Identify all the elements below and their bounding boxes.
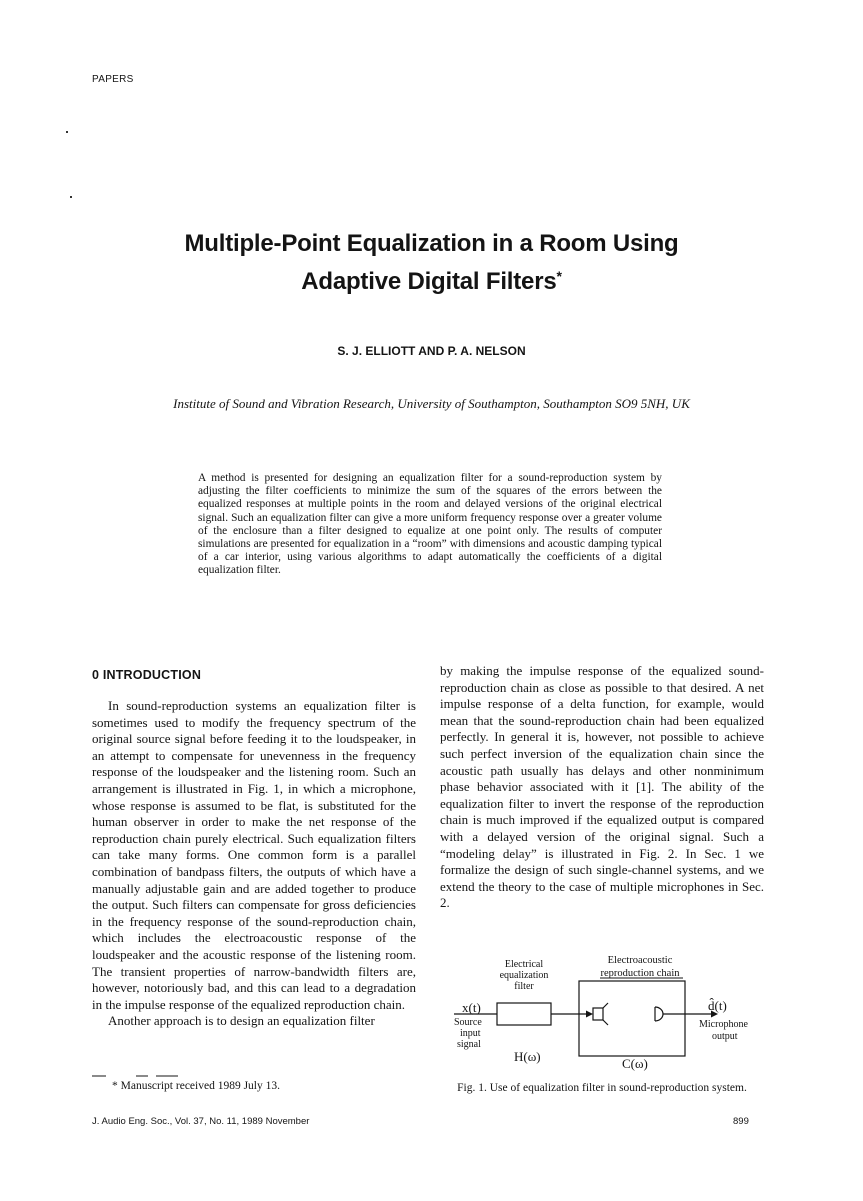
intro-paragraph-1: In sound-reproduction systems an equalization filter is sometimes used to modify the frequency spectrum of the original source signal before feeding it to the loudspeaker, in an attempt to compensate for unevenness in the frequency response of the loudspeaker and the listening room. Such an arrangement is illustrated in Fig. 1, in which a microphone, whose response is assumed to be flat, is substituted for the human observer in order to make the net response of the reproduction chain purely electrical. Such equalization filters can take many forms. One common form is a parallel combination of bandpass filters, the outputs of which have a manually adjustable gain and are added together to produce the output. Such filters can compensate for gross deficiencies in the frequency response of the sound-reproduction chain, which includes the electroacoustic response of the loudspeaker and the acoustic response of the listening room. The transient properties of narrow-bandwidth filters are, however, notoriously bad, and this can lead to a degradation in the impulse response of the equalized reproduction chain. <box>92 698 416 1012</box>
title-line-1: Multiple-Point Equalization in a Room Using <box>184 230 679 257</box>
fig1-microphone-icon <box>655 1007 663 1021</box>
scan-speck <box>66 131 68 133</box>
fig1-h-label: H(ω) <box>514 1049 541 1064</box>
running-head: PAPERS <box>92 74 134 85</box>
scan-speck <box>70 196 72 198</box>
footer-page-number: 899 <box>733 1116 749 1127</box>
fig1-loudspeaker-icon <box>593 1003 608 1025</box>
title-line-2 <box>60 260 803 298</box>
intro-paragraph-2: Another approach is to design an equalization filter <box>108 1013 375 1029</box>
title-footnote-marker: * <box>556 268 562 284</box>
fig1-output-label-line2: output <box>712 1031 738 1042</box>
fig1-output-label-line1: Microphone <box>699 1019 748 1030</box>
fig1-filter-box <box>497 1003 551 1025</box>
fig1-chain-label-line2: reproduction chain <box>600 968 680 979</box>
fig1-c-label: C(ω) <box>622 1056 648 1071</box>
fig1-filter-label-line1: Electrical <box>504 959 544 970</box>
fig1-input-label-line1: Source <box>454 1017 482 1028</box>
fig1-input-label-line2: input <box>460 1028 481 1039</box>
intro-paragraph-continued: by making the impulse response of the equalized sound-reproduction chain as close as possible to that desired. A net impulse response of a delta function, for example, would mean that the sound-reproduction chain had been equalized perfectly. In general it is, however, not possible to achieve such perfect inversion of the equalization chain since the acoustic path usually has delays and other nonminimum phase behavior associated with it [1]. The ability of the equalization filter to invert the response of the reproduction chain is much improved if the equalized output is compared with a delayed version of the original signal. Such a “modeling delay” is illustrated in Fig. 2. In Sec. 1 we formalize the design of such single-channel systems, and we extend the theory to the case of multiple microphones in Sec. 2. <box>440 663 764 911</box>
fig1-chain-box <box>579 981 685 1056</box>
affiliation: Institute of Sound and Vibration Research, University of Southampton, Southampton SO9 5NH, UK <box>173 396 690 411</box>
fig1-input-symbol: x(t) <box>462 1000 481 1015</box>
fig1-filter-label-line3: filter <box>514 981 534 992</box>
footnote: * Manuscript received 1989 July 13. <box>112 1080 280 1092</box>
abstract: A method is presented for designing an equalization filter for a sound-reproduction system by adjusting the filter coefficients to minimize the sum of the squares of the errors between the equalized responses at multiple points in the room and delayed versions of the original electrical signal. Such an equalization filter can give a more uniform frequency response over a greater volume of the enclosure than a filter designed to equalize at one point only. The results of computer simulations are presented for equalization in a “room” with dimensions and acoustic damping typical of a car interior, using various algorithms to adapt automatically the coefficients of a digital equalization filter. <box>198 472 662 577</box>
fig1-output-symbol: d̂(t) <box>708 998 727 1013</box>
figure-1-caption: Fig. 1. Use of equalization filter in sound-reproduction system. <box>457 1082 747 1094</box>
title-line-2-text: Adaptive Digital Filters <box>301 268 557 295</box>
fig1-chain-label-line1: Electroacoustic <box>607 955 673 966</box>
paper-title <box>60 228 803 298</box>
fig1-filter-label-line2: equalization <box>499 970 549 981</box>
fig1-input-label-line3: signal <box>457 1039 481 1050</box>
column-right <box>440 663 764 912</box>
figure-1-diagram <box>440 950 770 1078</box>
fig1-arrowhead-mid <box>586 1011 593 1018</box>
column-left <box>92 698 416 1030</box>
section-heading-introduction: 0 INTRODUCTION <box>92 668 202 682</box>
authors: S. J. ELLIOTT AND P. A. NELSON <box>337 344 526 358</box>
footer-journal-citation: J. Audio Eng. Soc., Vol. 37, No. 11, 1989 November <box>92 1116 310 1127</box>
